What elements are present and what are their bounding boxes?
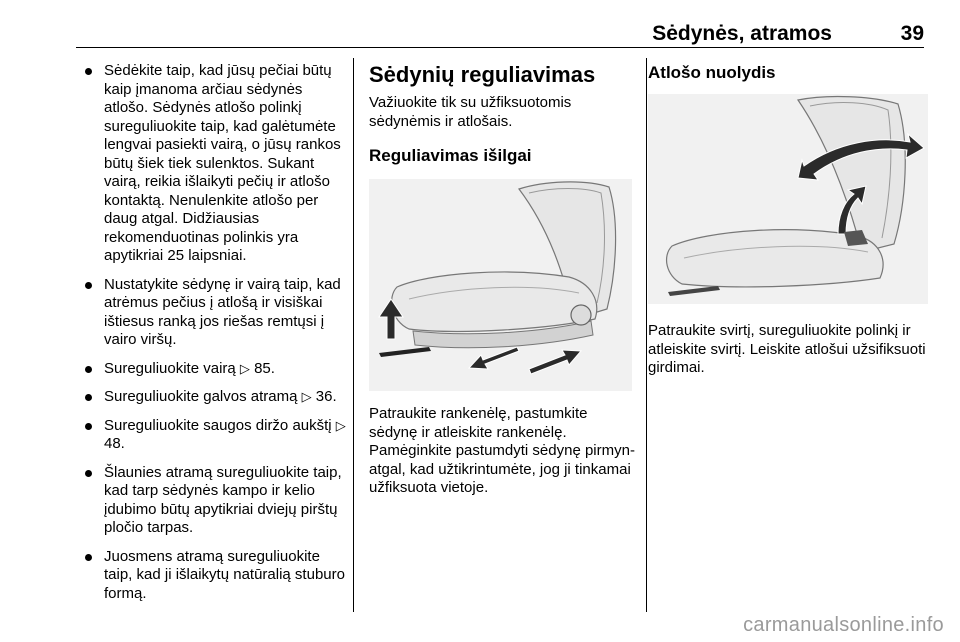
page-reference-link[interactable]: 36. <box>311 388 337 405</box>
page-reference-link[interactable]: 85. <box>249 359 275 377</box>
column-divider-2 <box>646 58 647 612</box>
figure-caption-longitudinal: Patraukite rankenėlę, pastumkite sėdynę ir atleiskite rankenėlę. Pamėginkite pastumdyti sėdynę pirmyn-atgal, kad užtikrintumėte, jog ji tinkamai užfiksuota vietoje. <box>369 405 635 496</box>
section-title: Sėdynių reguliavimas <box>369 62 596 87</box>
column-3 <box>648 62 930 378</box>
bullet-item <box>78 360 346 379</box>
bullet-item <box>78 464 346 538</box>
seat-recline-illustration <box>648 94 928 304</box>
bullet-text: Sureguliuokite saugos diržo aukštį <box>104 416 336 434</box>
subsection-title-recline: Atlošo nuolydis <box>648 63 776 82</box>
bullet-list <box>78 62 346 603</box>
reference-arrow-icon: ▷ <box>335 417 346 433</box>
figure-seat-longitudinal <box>369 179 632 391</box>
bullet-text: Juosmens atramą sureguliuokite taip, kad ji išlaikytų natūralią stuburo formą. <box>104 547 345 602</box>
section-intro: Važiuokite tik su užfiksuotomis sėdynėmis ir atlošais. <box>369 94 572 130</box>
bullet-item <box>78 548 346 604</box>
seat-longitudinal-illustration <box>369 179 632 391</box>
header-rule <box>76 47 924 48</box>
bullet-item <box>78 276 346 350</box>
bullet-text: Sėdėkite taip, kad jūsų pečiai būtų kaip įmanoma arčiau sėdynės atlošo. Sėdynės atlošo polinkį sureguliuokite taip, kad galėtumėte lengvai pasiekti vairą, o jūsų rankos būtų šiek tiek sulenktos. Sukant vairą, reikia išlaikyti pečių ir atlošo kontaktą. Nenulenkite atlošo per daug atgal. Didžiausias rekomenduotinas polinkis yra apytikriai 25 laipsniai. <box>104 62 341 264</box>
watermark-text: carmanualsonline.info <box>743 614 944 636</box>
column-divider-1 <box>353 58 354 612</box>
page-reference-link[interactable]: 48. <box>104 435 125 452</box>
page-number: 39 <box>900 22 924 45</box>
reference-arrow-icon: ▷ <box>239 360 250 376</box>
bullet-item <box>78 417 346 454</box>
reference-arrow-icon: ▷ <box>301 389 312 404</box>
subsection-title-longitudinal: Reguliavimas išilgai <box>369 146 532 165</box>
running-header-title: Sėdynės, atramos <box>652 22 832 45</box>
bullet-text: Šlaunies atramą sureguliuokite taip, kad tarp sėdynės kampo ir kelio įdubimo būtų apytikriai dviejų pirštų pločio tarpas. <box>104 463 342 536</box>
column-1 <box>78 62 346 613</box>
figure-caption-recline: Patraukite svirtį, sureguliuokite polinkį ir atleiskite svirtį. Leiskite atlošui užsifiksuoti girdimai. <box>648 322 926 376</box>
column-2 <box>369 62 635 498</box>
bullet-text: Nustatykite sėdynę ir vairą taip, kad atrėmus pečius į atlošą ir visiškai ištiesus ranką jos riešas remtųsi į vairo viršų. <box>104 275 341 348</box>
bullet-text: Sureguliuokite galvos atramą <box>104 388 302 405</box>
bullet-item <box>78 388 346 407</box>
bullet-text: Sureguliuokite vairą <box>104 359 240 377</box>
bullet-item <box>78 62 346 266</box>
figure-seat-recline <box>648 94 928 304</box>
